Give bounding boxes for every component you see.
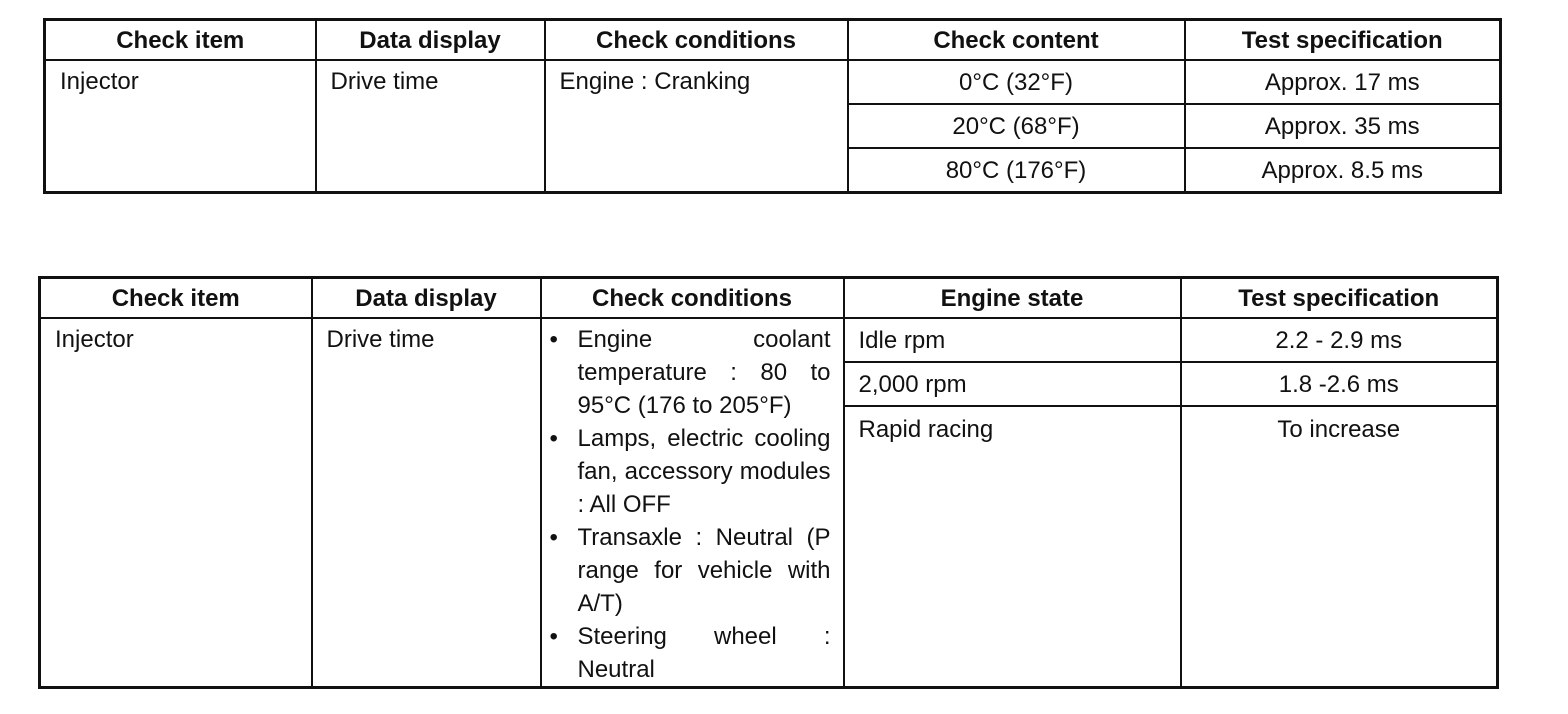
header-test-specification: Test specification xyxy=(1185,20,1501,61)
conditions-list xyxy=(542,319,843,686)
check-content-cell: 0°C (32°F) xyxy=(848,60,1185,104)
table-row xyxy=(45,60,1501,104)
header-check-content: Check content xyxy=(848,20,1185,61)
header-row xyxy=(40,278,1498,319)
check-conditions-cell xyxy=(541,318,844,688)
check-conditions-cell: Engine : Cranking xyxy=(545,60,848,193)
header-data-display: Data display xyxy=(316,20,545,61)
data-display-cell: Drive time xyxy=(312,318,541,688)
header-check-item: Check item xyxy=(40,278,312,319)
condition-item: • Transaxle : Neutral (P range for vehicle with A/T) xyxy=(548,521,831,620)
engine-state-cell: Rapid racing xyxy=(844,406,1181,688)
header-check-conditions: Check conditions xyxy=(541,278,844,319)
test-spec-cell: 1.8 -2.6 ms xyxy=(1181,362,1498,406)
check-content-cell: 80°C (176°F) xyxy=(848,148,1185,193)
test-spec-cell: Approx. 8.5 ms xyxy=(1185,148,1501,193)
header-row xyxy=(45,20,1501,61)
data-display-cell: Drive time xyxy=(316,60,545,193)
table-row xyxy=(40,318,1498,362)
header-engine-state: Engine state xyxy=(844,278,1181,319)
header-check-conditions: Check conditions xyxy=(545,20,848,61)
test-spec-cell: To increase xyxy=(1181,406,1498,688)
test-spec-cell: Approx. 17 ms xyxy=(1185,60,1501,104)
check-item-cell: Injector xyxy=(40,318,312,688)
engine-state-cell: Idle rpm xyxy=(844,318,1181,362)
test-spec-cell: Approx. 35 ms xyxy=(1185,104,1501,148)
header-test-specification: Test specification xyxy=(1181,278,1498,319)
test-spec-cell: 2.2 - 2.9 ms xyxy=(1181,318,1498,362)
check-content-cell: 20°C (68°F) xyxy=(848,104,1185,148)
header-check-item: Check item xyxy=(45,20,316,61)
injector-engine-state-table xyxy=(38,276,1499,689)
condition-item: • Engine coolant temperature : 80 to 95°C (176 to 205°F) xyxy=(548,323,831,422)
condition-item: • Steering wheel : Neutral xyxy=(548,620,831,686)
injector-cranking-table xyxy=(43,18,1502,194)
check-item-cell: Injector xyxy=(45,60,316,193)
header-data-display: Data display xyxy=(312,278,541,319)
engine-state-cell: 2,000 rpm xyxy=(844,362,1181,406)
condition-item: • Lamps, electric cooling fan, accessory modules : All OFF xyxy=(548,422,831,521)
